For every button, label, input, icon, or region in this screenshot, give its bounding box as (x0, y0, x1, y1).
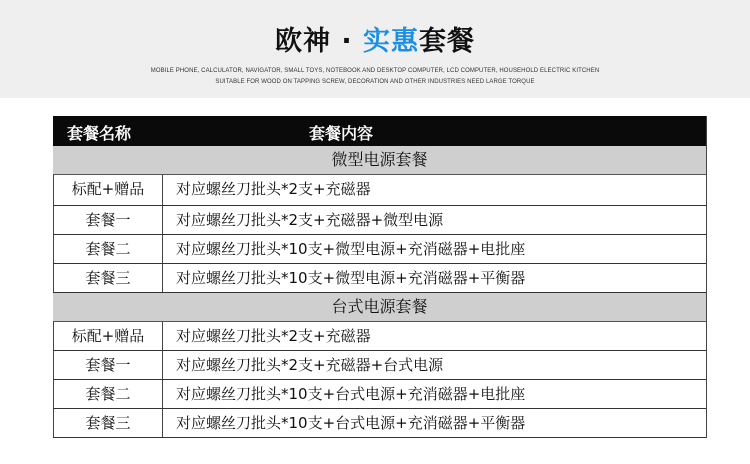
row-name: 标配+赠品 (53, 322, 163, 350)
subtitle-line-1: MOBILE PHONE, CALCULATOR, NAVIGATOR, SMALL TOYS, NOTEBOOK AND DESKTOP COMPUTER, LCD COMPUTER, HOUSEHOLD ELECTRIC KITCHEN (150, 68, 600, 74)
table-row (53, 206, 706, 235)
column-header-content: 套餐内容 (309, 124, 374, 143)
row-content: 对应螺丝刀批头*10支+微型电源+充消磁器+平衡器 (176, 269, 526, 287)
title-prefix: 欧神 · (274, 26, 364, 57)
row-content: 对应螺丝刀批头*10支+台式电源+充消磁器+平衡器 (176, 414, 526, 432)
table-row (53, 235, 706, 264)
page-title (0, 22, 750, 62)
title-suffix: 套餐 (419, 26, 476, 57)
column-header-name: 套餐名称 (67, 124, 132, 143)
table-row (53, 264, 706, 293)
row-content: 对应螺丝刀批头*2支+充磁器 (176, 180, 371, 198)
row-content: 对应螺丝刀批头*2支+充磁器 (176, 327, 371, 345)
row-name: 套餐一 (53, 206, 163, 234)
table-row (53, 322, 706, 351)
table-row (53, 351, 706, 380)
row-name: 套餐二 (53, 380, 163, 408)
row-name: 套餐三 (53, 409, 163, 437)
row-content: 对应螺丝刀批头*2支+充磁器+微型电源 (176, 211, 444, 229)
table-row (53, 175, 706, 206)
package-table (53, 116, 707, 438)
row-content: 对应螺丝刀批头*2支+充磁器+台式电源 (176, 356, 444, 374)
title-accent: 实惠 (363, 26, 420, 57)
table-row (53, 380, 706, 409)
row-content: 对应螺丝刀批头*10支+台式电源+充消磁器+电批座 (176, 385, 526, 403)
header-banner (0, 0, 750, 98)
table-header (53, 116, 706, 146)
row-content: 对应螺丝刀批头*10支+微型电源+充消磁器+电批座 (176, 240, 526, 258)
row-name: 套餐二 (53, 235, 163, 263)
row-name: 套餐三 (53, 264, 163, 292)
row-name: 套餐一 (53, 351, 163, 379)
section-title-micro: 微型电源套餐 (53, 146, 706, 175)
section-title-desktop: 台式电源套餐 (53, 293, 706, 322)
table-row (53, 409, 706, 438)
row-name: 标配+赠品 (53, 175, 163, 205)
subtitle-line-2: SUITABLE FOR WOOD ON TAPPING SCREW, DECORATION AND OTHER INDUSTRIES NEED LARGE TORQUE (215, 79, 535, 85)
